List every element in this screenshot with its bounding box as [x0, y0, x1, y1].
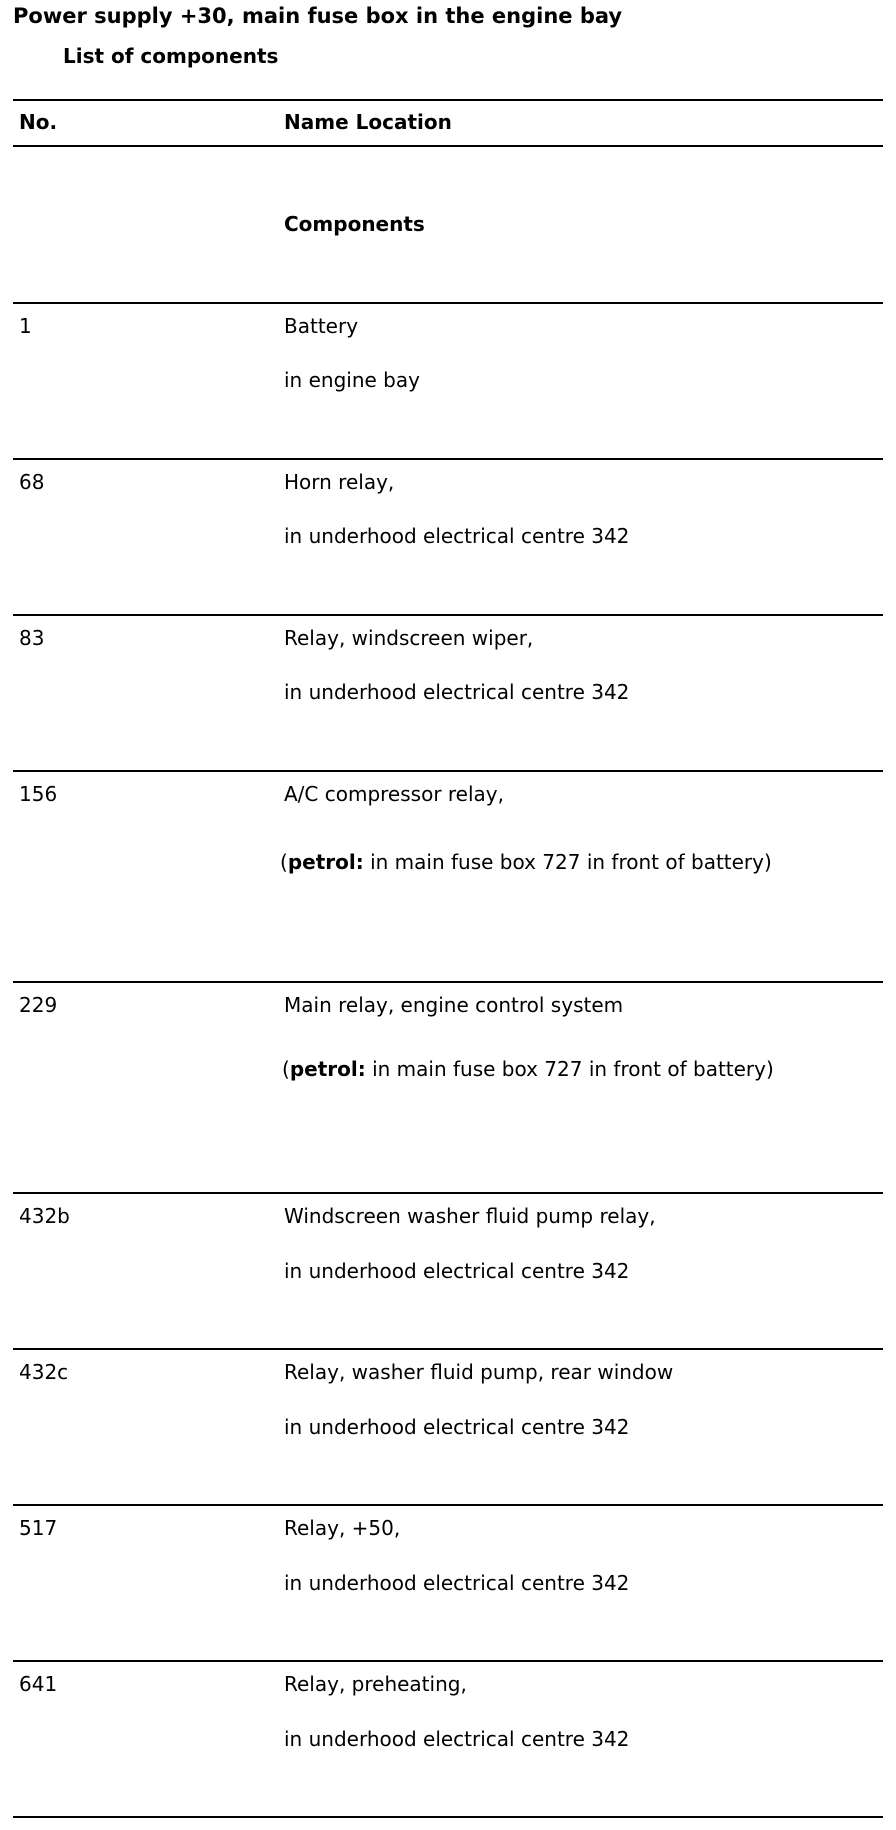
row-location: (petrol: in main fuse box 727 in front of battery) — [280, 850, 772, 874]
document-title: Power supply +30, main fuse box in the engine bay — [13, 4, 623, 28]
row-no: 83 — [19, 626, 45, 650]
document-subtitle: List of components — [63, 44, 279, 68]
row-name: Relay, washer fluid pump, rear window — [284, 1360, 674, 1384]
row-rule — [13, 302, 883, 304]
table-top-rule — [13, 99, 883, 101]
row-rule — [13, 458, 883, 460]
fuel-type-label: petrol: — [287, 850, 364, 874]
row-rule — [13, 981, 883, 983]
row-no: 68 — [19, 470, 45, 494]
header-name-location: Name Location — [284, 110, 452, 134]
row-rule — [13, 1192, 883, 1194]
row-name: Main relay, engine control system — [284, 993, 624, 1017]
row-name: Relay, windscreen wiper, — [284, 626, 534, 650]
row-location: in underhood electrical centre 342 — [284, 1415, 630, 1439]
header-no: No. — [19, 110, 58, 134]
row-rule — [13, 1348, 883, 1350]
row-no: 432c — [19, 1360, 69, 1384]
row-no: 517 — [19, 1516, 58, 1540]
row-location: in underhood electrical centre 342 — [284, 680, 630, 704]
row-no: 432b — [19, 1204, 70, 1228]
row-name: Horn relay, — [284, 470, 395, 494]
section-label: Components — [284, 212, 425, 236]
row-name: Relay, preheating, — [284, 1672, 467, 1696]
row-rule — [13, 614, 883, 616]
row-name: Relay, +50, — [284, 1516, 401, 1540]
row-location: in engine bay — [284, 368, 420, 392]
row-no: 229 — [19, 993, 58, 1017]
row-no: 1 — [19, 314, 32, 338]
row-name: Battery — [284, 314, 359, 338]
row-no: 641 — [19, 1672, 58, 1696]
row-rule — [13, 1660, 883, 1662]
row-name: A/C compressor relay, — [284, 782, 504, 806]
table-bottom-rule — [13, 1816, 883, 1818]
header-rule — [13, 145, 883, 147]
row-rule — [13, 1504, 883, 1506]
row-location: in underhood electrical centre 342 — [284, 1571, 630, 1595]
row-rule — [13, 770, 883, 772]
row-location: in underhood electrical centre 342 — [284, 1727, 630, 1751]
row-name: Windscreen washer fluid pump relay, — [284, 1204, 656, 1228]
fuel-type-label: petrol: — [289, 1057, 366, 1081]
row-location: in underhood electrical centre 342 — [284, 524, 630, 548]
row-location: (petrol: in main fuse box 727 in front of battery) — [282, 1057, 774, 1081]
row-location: in underhood electrical centre 342 — [284, 1259, 630, 1283]
row-no: 156 — [19, 782, 58, 806]
